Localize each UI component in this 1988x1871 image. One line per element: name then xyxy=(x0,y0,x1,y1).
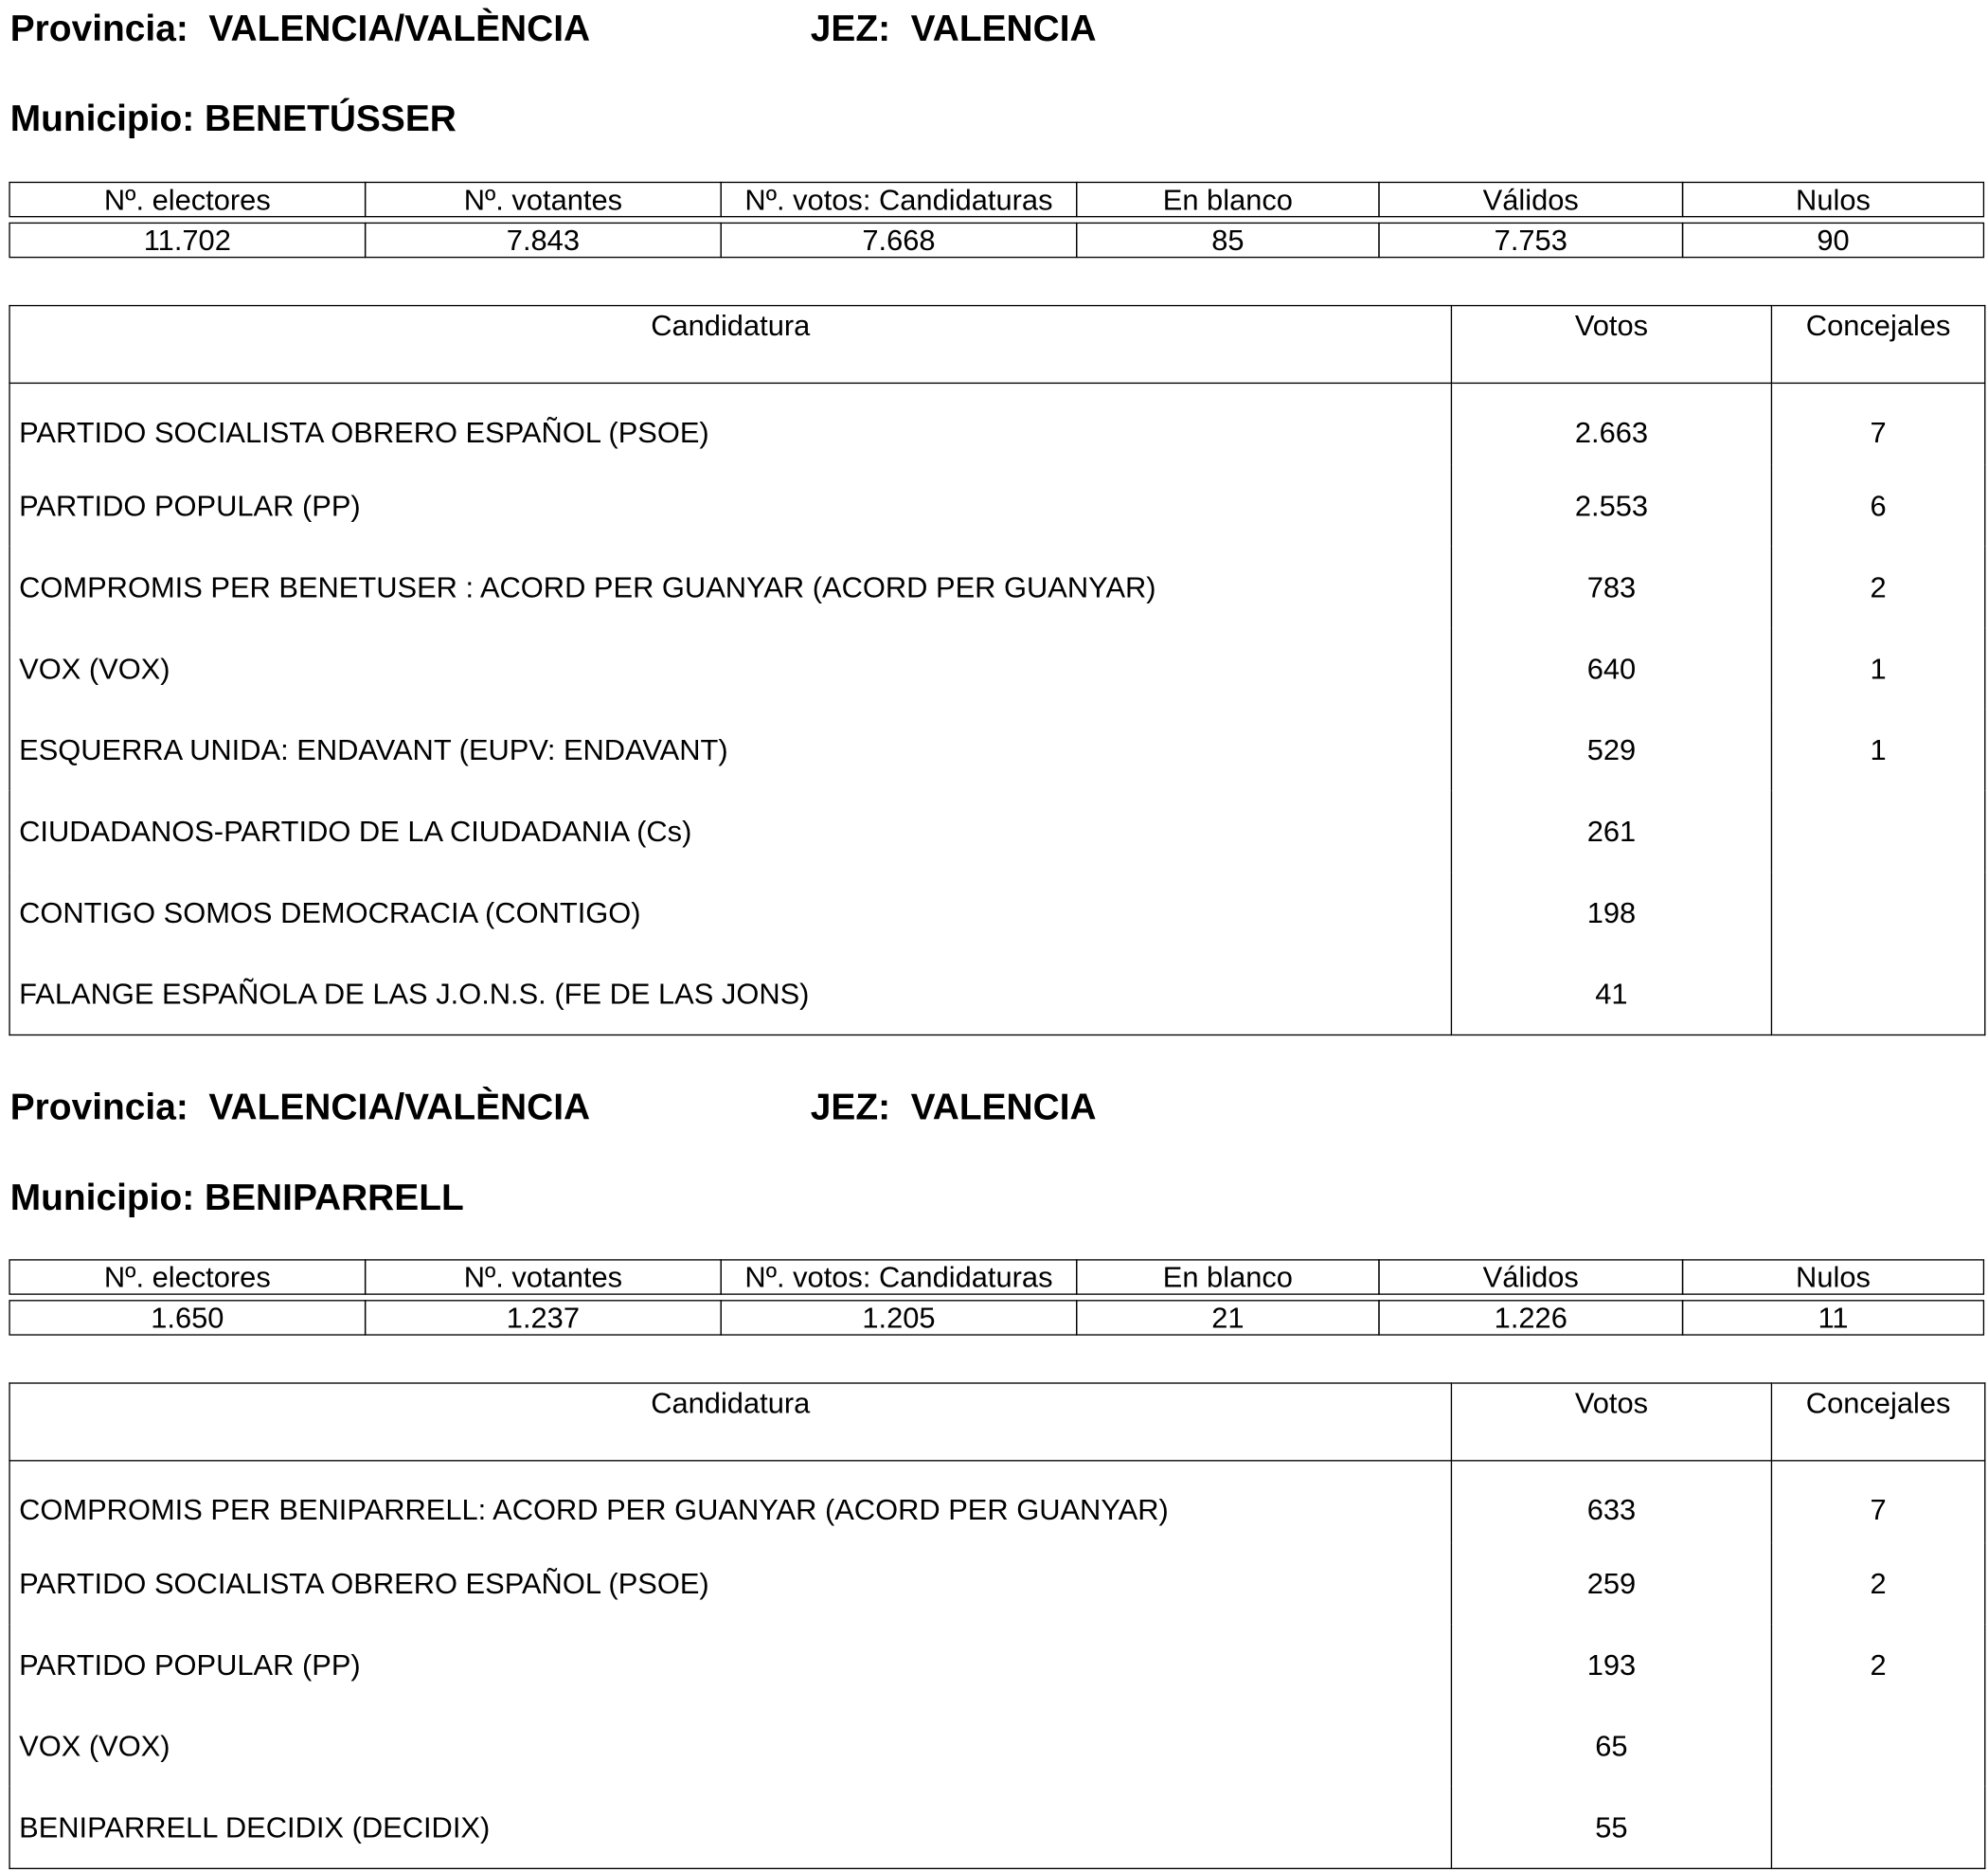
table-row xyxy=(9,1461,1985,1543)
table-row xyxy=(9,628,1985,710)
provincia-label: Provincia: xyxy=(9,9,188,50)
table-row xyxy=(9,383,1985,465)
jez-label: JEZ: xyxy=(810,9,891,50)
votos-value: 198 xyxy=(1451,872,1771,953)
summary-value-row xyxy=(9,223,1984,259)
candidaturas-table xyxy=(9,1382,1985,1869)
header-votos: Votos xyxy=(1451,306,1771,384)
summary-value-cell: 11 xyxy=(1682,1300,1984,1336)
jez-heading xyxy=(811,1087,1097,1130)
summary-value-cell: 7.668 xyxy=(721,223,1078,259)
header-candidatura: Candidatura xyxy=(9,1383,1451,1461)
concejales-value: 2 xyxy=(1771,1624,1984,1705)
concejales-value xyxy=(1771,1787,1984,1869)
jez-heading xyxy=(811,8,1097,51)
concejales-value xyxy=(1771,953,1984,1035)
votos-value: 529 xyxy=(1451,709,1771,790)
header-votos: Votos xyxy=(1451,1383,1771,1461)
provincia-value: VALENCIA/VALÈNCIA xyxy=(208,9,591,50)
table-row xyxy=(9,465,1985,547)
concejales-value xyxy=(1771,790,1984,872)
concejales-value: 1 xyxy=(1771,628,1984,710)
jez-value: VALENCIA xyxy=(910,9,1097,50)
summary-value-cell: 1.650 xyxy=(9,1300,366,1336)
candidatura-name: COMPROMIS PER BENIPARRELL: ACORD PER GUANYAR (ACORD PER GUANYAR) xyxy=(9,1461,1451,1543)
candidatura-name: FALANGE ESPAÑOLA DE LAS J.O.N.S. (FE DE LAS JONS) xyxy=(9,953,1451,1035)
summary-header-cell: Nº. votos: Candidaturas xyxy=(721,182,1078,218)
summary-header-cell: Nulos xyxy=(1682,182,1984,218)
jez-value: VALENCIA xyxy=(910,1088,1097,1129)
candidatura-name: ESQUERRA UNIDA: ENDAVANT (EUPV: ENDAVANT) xyxy=(9,709,1451,790)
header-candidatura: Candidatura xyxy=(9,306,1451,384)
concejales-value: 2 xyxy=(1771,1542,1984,1624)
table-row xyxy=(9,709,1985,790)
table-header-row xyxy=(9,306,1985,384)
table-row xyxy=(9,1705,1985,1787)
candidatura-name: VOX (VOX) xyxy=(9,628,1451,710)
votos-value: 41 xyxy=(1451,953,1771,1035)
votos-value: 259 xyxy=(1451,1542,1771,1624)
votos-value: 55 xyxy=(1451,1787,1771,1869)
concejales-value: 2 xyxy=(1771,547,1984,628)
candidatura-name: CIUDADANOS-PARTIDO DE LA CIUDADANIA (Cs) xyxy=(9,790,1451,872)
summary-header-cell: Nº. votos: Candidaturas xyxy=(721,1259,1078,1295)
votos-value: 2.663 xyxy=(1451,383,1771,465)
provincia-heading xyxy=(10,8,590,51)
provincia-label: Provincia: xyxy=(9,1088,188,1129)
table-row xyxy=(9,790,1985,872)
provincia-value: VALENCIA/VALÈNCIA xyxy=(208,1088,591,1129)
table-header-row xyxy=(9,1383,1985,1461)
votos-value: 640 xyxy=(1451,628,1771,710)
municipio-value: BENIPARRELL xyxy=(205,1178,464,1219)
concejales-value: 1 xyxy=(1771,709,1984,790)
concejales-value: 7 xyxy=(1771,1461,1984,1543)
table-row xyxy=(9,953,1985,1035)
votos-value: 783 xyxy=(1451,547,1771,628)
summary-header-cell: Nº. votantes xyxy=(365,182,722,218)
summary-value-cell: 1.205 xyxy=(721,1300,1078,1336)
provincia-heading xyxy=(10,1087,590,1130)
municipio-heading xyxy=(10,98,457,141)
concejales-value: 7 xyxy=(1771,383,1984,465)
candidaturas-table xyxy=(9,305,1985,1035)
concejales-value xyxy=(1771,872,1984,953)
candidatura-name: COMPROMIS PER BENETUSER : ACORD PER GUANYAR (ACORD PER GUANYAR) xyxy=(9,547,1451,628)
summary-value-cell: 1.226 xyxy=(1378,1300,1683,1336)
votos-value: 2.553 xyxy=(1451,465,1771,547)
summary-header-cell: En blanco xyxy=(1076,182,1380,218)
municipio-label: Municipio: xyxy=(9,1178,195,1219)
summary-header-cell: Nº. electores xyxy=(9,182,366,218)
table-row xyxy=(9,547,1985,628)
summary-header-cell: Nº. votantes xyxy=(365,1259,722,1295)
summary-value-row xyxy=(9,1300,1984,1336)
summary-header-cell: Válidos xyxy=(1378,1259,1683,1295)
summary-value-cell: 7.843 xyxy=(365,223,722,259)
candidatura-name: PARTIDO SOCIALISTA OBRERO ESPAÑOL (PSOE) xyxy=(9,383,1451,465)
candidatura-name: PARTIDO POPULAR (PP) xyxy=(9,1624,1451,1705)
table-row xyxy=(9,1624,1985,1705)
candidatura-name: VOX (VOX) xyxy=(9,1705,1451,1787)
table-row xyxy=(9,1542,1985,1624)
concejales-value xyxy=(1771,1705,1984,1787)
summary-value-cell: 7.753 xyxy=(1378,223,1683,259)
summary-value-cell: 21 xyxy=(1076,1300,1380,1336)
municipio-value: BENETÚSSER xyxy=(205,99,457,140)
votos-value: 65 xyxy=(1451,1705,1771,1787)
candidatura-name: CONTIGO SOMOS DEMOCRACIA (CONTIGO) xyxy=(9,872,1451,953)
municipio-heading xyxy=(10,1177,464,1220)
header-concejales: Concejales xyxy=(1771,1383,1984,1461)
candidatura-name: BENIPARRELL DECIDIX (DECIDIX) xyxy=(9,1787,1451,1869)
summary-header-cell: En blanco xyxy=(1076,1259,1380,1295)
votos-value: 193 xyxy=(1451,1624,1771,1705)
summary-value-cell: 11.702 xyxy=(9,223,366,259)
candidatura-name: PARTIDO SOCIALISTA OBRERO ESPAÑOL (PSOE) xyxy=(9,1542,1451,1624)
votos-value: 633 xyxy=(1451,1461,1771,1543)
municipio-label: Municipio: xyxy=(9,99,195,140)
table-row xyxy=(9,1787,1985,1869)
candidatura-name: PARTIDO POPULAR (PP) xyxy=(9,465,1451,547)
summary-header-cell: Nº. electores xyxy=(9,1259,366,1295)
summary-value-cell: 1.237 xyxy=(365,1300,722,1336)
summary-header-row xyxy=(9,1259,1984,1295)
summary-value-cell: 90 xyxy=(1682,223,1984,259)
header-concejales: Concejales xyxy=(1771,306,1984,384)
concejales-value: 6 xyxy=(1771,465,1984,547)
votos-value: 261 xyxy=(1451,790,1771,872)
summary-value-cell: 85 xyxy=(1076,223,1380,259)
summary-header-row xyxy=(9,182,1984,218)
summary-header-cell: Nulos xyxy=(1682,1259,1984,1295)
table-row xyxy=(9,872,1985,953)
summary-header-cell: Válidos xyxy=(1378,182,1683,218)
jez-label: JEZ: xyxy=(810,1088,891,1129)
